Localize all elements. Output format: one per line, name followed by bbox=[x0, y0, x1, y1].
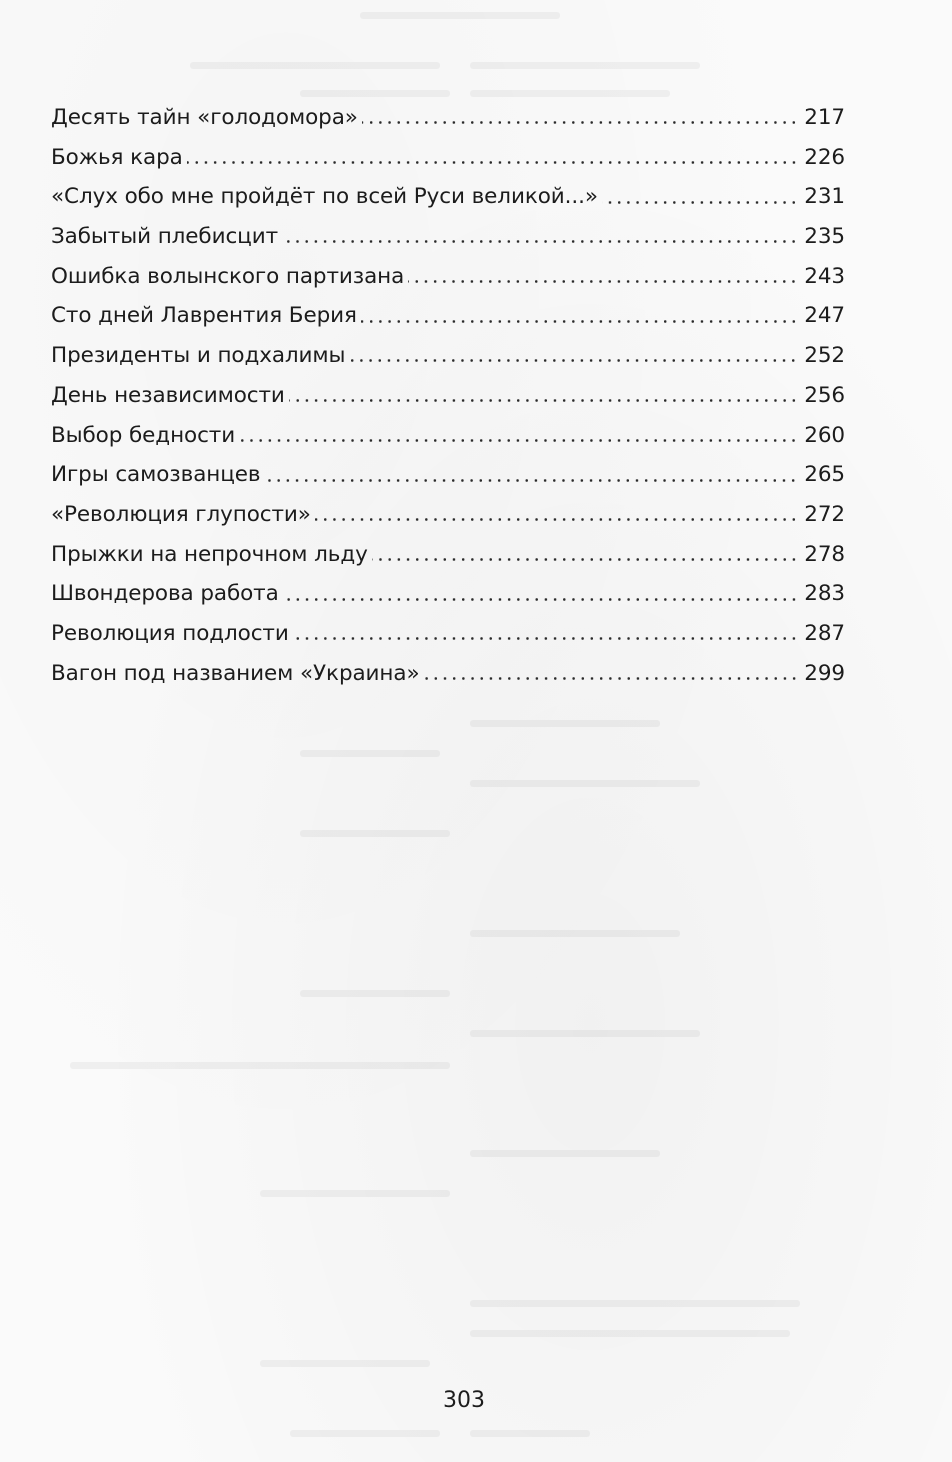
toc-entry-title: День независимости bbox=[51, 382, 285, 408]
toc-entry bbox=[51, 336, 845, 376]
toc-entry bbox=[51, 654, 845, 694]
toc-entry bbox=[51, 138, 845, 178]
show-through-line bbox=[470, 1430, 590, 1437]
toc-dot-leader bbox=[283, 598, 799, 601]
show-through-line bbox=[290, 1430, 440, 1437]
toc-entry bbox=[51, 495, 845, 535]
toc-entry-title: «Революция глупости» bbox=[51, 501, 311, 527]
toc-dot-leader bbox=[239, 439, 798, 442]
toc-entry bbox=[51, 416, 845, 456]
toc-entry-page: 235 bbox=[804, 224, 845, 250]
toc-dot-leader bbox=[424, 677, 799, 680]
toc-entry bbox=[51, 614, 845, 654]
toc-entry-page: 278 bbox=[804, 541, 845, 567]
toc-dot-leader bbox=[361, 320, 798, 323]
toc-entry-page: 299 bbox=[804, 660, 845, 686]
toc-entry-title: Президенты и подхалимы bbox=[51, 343, 346, 369]
toc-entry-title: Прыжки на непрочном льду bbox=[51, 541, 368, 567]
toc-dot-leader bbox=[362, 121, 798, 124]
toc-entry bbox=[51, 455, 845, 495]
toc-entry-title: Сто дней Лаврентия Берия bbox=[51, 303, 357, 329]
toc-entry-title: «Слух обо мне пройдёт по всей Руси великой...» bbox=[51, 184, 598, 210]
toc-entry-title: Божья кара bbox=[51, 144, 183, 170]
toc-entry-page: 217 bbox=[804, 105, 845, 130]
toc-entry bbox=[51, 98, 845, 138]
toc-entry-page: 243 bbox=[804, 263, 845, 289]
show-through-line bbox=[470, 1150, 660, 1157]
show-through-line bbox=[470, 1300, 800, 1307]
show-through-line bbox=[70, 1062, 450, 1069]
toc-entry-page: 283 bbox=[804, 581, 845, 607]
toc-entry-title: Забытый плебисцит bbox=[51, 224, 279, 250]
toc-dot-leader bbox=[349, 359, 798, 362]
toc-entry bbox=[51, 574, 845, 614]
show-through-line bbox=[470, 780, 700, 787]
toc-entry bbox=[51, 257, 845, 297]
show-through-line bbox=[470, 1030, 700, 1037]
toc-dot-leader bbox=[408, 280, 798, 283]
toc-dot-leader bbox=[187, 161, 799, 164]
toc-entry-title: Вагон под названием «Украина» bbox=[51, 660, 420, 686]
toc-entry-title: Выбор бедности bbox=[51, 422, 236, 448]
show-through-line bbox=[360, 12, 560, 19]
toc-entry-page: 272 bbox=[804, 501, 845, 527]
show-through-line bbox=[470, 90, 670, 97]
toc-entry bbox=[51, 217, 845, 257]
toc-entry-page: 247 bbox=[804, 303, 845, 329]
toc-entry-title: Революция подлости bbox=[51, 620, 289, 646]
toc-entry-page: 287 bbox=[804, 620, 845, 646]
show-through-line bbox=[260, 1190, 450, 1197]
toc-entry-page: 231 bbox=[804, 184, 845, 210]
toc-entry-page: 265 bbox=[804, 462, 845, 488]
show-through-line bbox=[300, 90, 450, 97]
show-through-line bbox=[470, 720, 660, 727]
show-through-line bbox=[300, 990, 450, 997]
show-through-line bbox=[470, 1330, 790, 1337]
page-number: 303 bbox=[443, 1388, 485, 1413]
toc-entry bbox=[51, 535, 845, 575]
toc-entry-title: Ошибка волынского партизана bbox=[51, 263, 405, 289]
show-through-line bbox=[470, 62, 700, 69]
show-through-line bbox=[470, 930, 680, 937]
toc-entry-page: 252 bbox=[804, 343, 845, 369]
toc-dot-leader bbox=[264, 479, 798, 482]
toc-entry bbox=[51, 296, 845, 336]
toc-entry-title: Игры самозванцев bbox=[51, 462, 261, 488]
show-through-line bbox=[260, 1360, 430, 1367]
table-of-contents bbox=[51, 98, 845, 693]
toc-dot-leader bbox=[315, 518, 798, 521]
toc-entry-page: 256 bbox=[804, 382, 845, 408]
toc-dot-leader bbox=[282, 240, 798, 243]
toc-dot-leader bbox=[372, 558, 799, 561]
toc-entry-page: 260 bbox=[804, 422, 845, 448]
show-through-line bbox=[300, 750, 440, 757]
toc-entry-title: Швондерова работа bbox=[51, 581, 279, 607]
toc-dot-leader bbox=[293, 637, 799, 640]
toc-entry bbox=[51, 177, 845, 217]
toc-entry bbox=[51, 376, 845, 416]
toc-entry-page: 226 bbox=[804, 144, 845, 170]
toc-entry-title: Десять тайн «голодомора» bbox=[51, 105, 358, 130]
show-through-line bbox=[190, 62, 440, 69]
toc-dot-leader bbox=[289, 399, 798, 402]
show-through-line bbox=[300, 830, 450, 837]
toc-dot-leader bbox=[602, 201, 798, 204]
